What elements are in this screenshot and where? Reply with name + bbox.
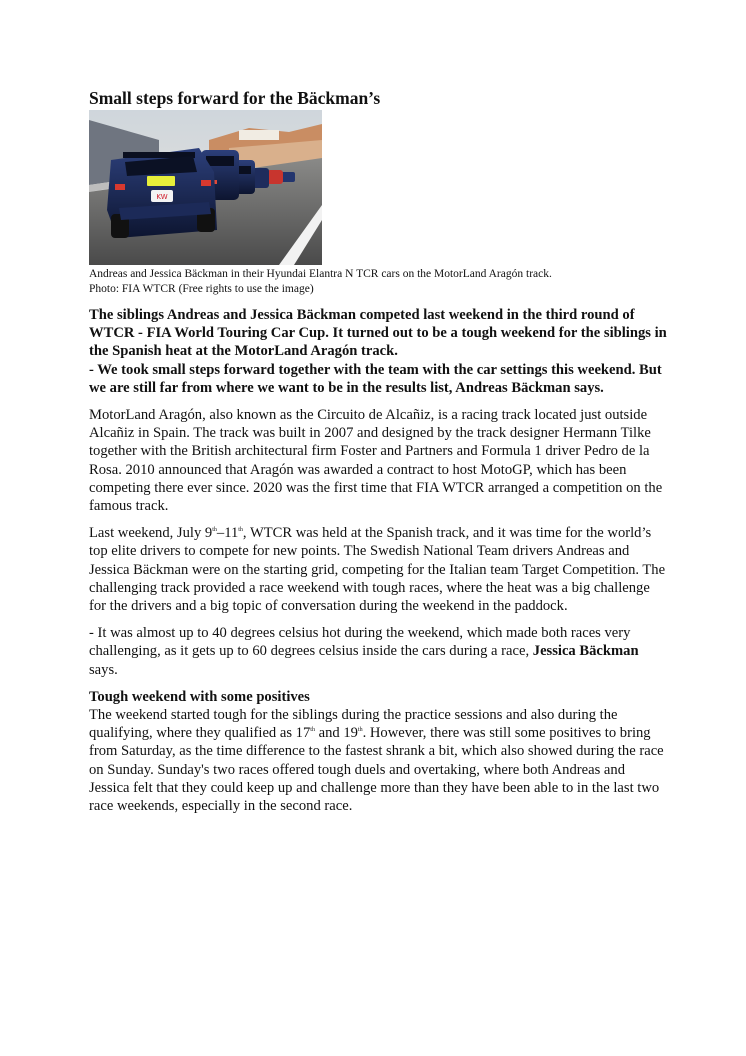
p4-text-b: and 19: [314, 725, 358, 742]
subheading: Tough weekend with some positives: [89, 688, 310, 705]
p4-text-c: . However, there was still some positives to bring from Saturday, as the time difference to the fastest shrank a bit, which also showed during the race on Sunday. Sunday's two races offered tough duels and overtaking, where both Andreas and Jessica felt that they could keep up and challenge more than they have been able to in the last two race weekends, especially in the second race.: [89, 725, 664, 815]
p2-sup-2: th: [238, 527, 243, 534]
lead-paragraph: [89, 306, 669, 397]
p2-text-a: Last weekend, July 9: [89, 525, 213, 542]
paragraph-motorland: MotorLand Aragón, also known as the Circuito de Alcañiz, is a racing track located just outside Alcañiz in Spain. The track was built in 2007 and designed by the track designer Hermann Tilke together with the British architectural firm Foster and Partners and Formula 1 driver Pedro de la Rosa. 2010 announced that Aragón was awarded a contract to host MotoGP, which has been competing there ever since. 2020 was the first time that FIA WTCR arranged a competition on the famous track.: [89, 407, 663, 515]
photo-caption: [89, 267, 669, 297]
article-title: Small steps forward for the Bäckman’s: [89, 88, 381, 108]
lead-quote: - We took small steps forward together with the team with the car settings this weekend. But we are still far from where we want to be in the results list, Andreas Bäckman says.: [89, 361, 662, 396]
paragraph-tough-weekend: [89, 706, 669, 815]
article: [89, 88, 669, 815]
paragraph-quote-jessica: [89, 624, 669, 679]
p2-text-c: , WTCR was held at the Spanish track, and it was time for the world’s top elite drivers to compete for new points. The Swedish National Team drivers Andreas and Jessica Bäckman were on the starting grid, competing for the Italian team Target Competition. The challenging track provided a race weekend with tough races, where the heat was a big challenge for the drivers and a big topic of conversation during the weekend in the paddock.: [89, 525, 666, 615]
lead-text: The siblings Andreas and Jessica Bäckman competed last weekend in the third round of WTCR - FIA World Touring Car Cup. It turned out to be a tough weekend for the siblings in the Spanish heat at the MotorLand Aragón track.: [89, 307, 667, 360]
p4-sup-1: th: [310, 727, 315, 734]
p2-sup-1: th: [212, 527, 217, 534]
p4-sup-2: th: [357, 727, 363, 734]
p3-text-a: - It was almost up to 40 degrees celsius hot during the weekend, which made both races very challenging, as it gets up to 60 degrees celsius inside the cars during a race,: [89, 625, 631, 660]
caption-line-2: Photo: FIA WTCR (Free rights to use the image): [89, 283, 314, 295]
p3-text-b: says.: [89, 661, 118, 678]
p2-text-b: –11: [216, 525, 239, 542]
p3-name: Jessica Bäckman: [532, 643, 639, 660]
race-cars-photo: [89, 110, 322, 265]
svg-text:KW: KW: [156, 193, 168, 201]
paragraph-last-weekend: [89, 524, 669, 615]
caption-line-1: Andreas and Jessica Bäckman in their Hyundai Elantra N TCR cars on the MotorLand Aragón track.: [89, 268, 552, 280]
p4-text-a: The weekend started tough for the siblings during the practice sessions and also during the qualifying, where they qualified as 17: [89, 707, 618, 742]
